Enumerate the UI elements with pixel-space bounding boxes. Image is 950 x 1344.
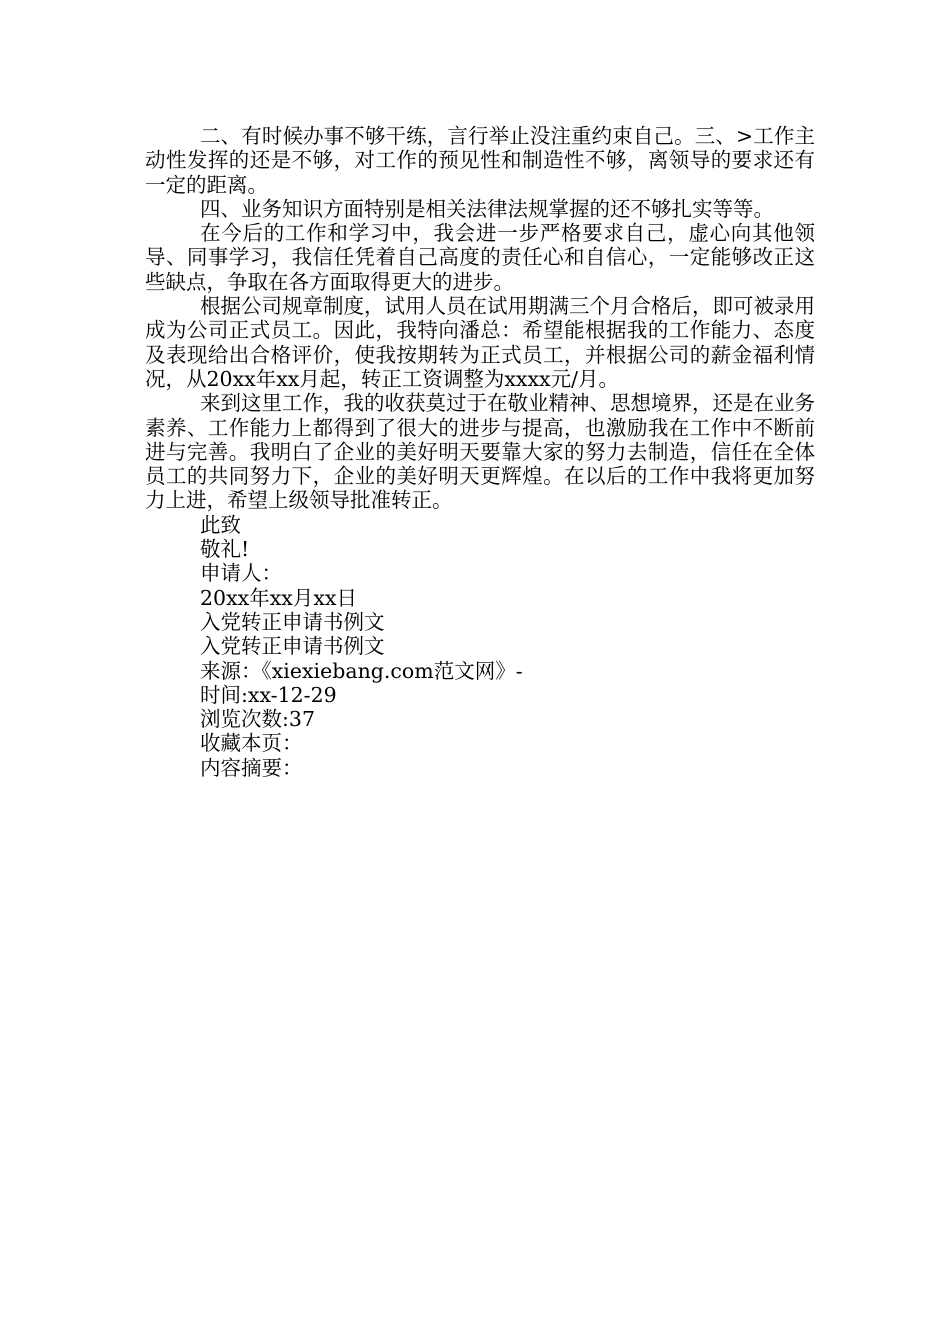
paragraph-shortcomings: 二、有时候办事不够干练，言行举止没注重约束自己。三、>工作主动性发挥的还是不够，对工作的预见性和制造性不够，离领导的要求还有一定的距离。 (145, 124, 815, 197)
closing-salute: 敬礼! (200, 537, 250, 562)
closing-greeting: 此致 (200, 512, 241, 537)
paragraph-business-knowledge: 四、业务知识方面特别是相关法律法规掌握的还不够扎实等等。 (200, 196, 774, 221)
footer-time: 时间:xx-12-29 (200, 682, 337, 707)
footer-bookmark: 收藏本页： (200, 731, 303, 756)
footer-source: 来源：《xiexiebang.com范文网》- (200, 658, 523, 683)
date-line: 20xx年xx月xx日 (200, 585, 357, 610)
applicant-label: 申请人： (200, 561, 282, 586)
footer-summary: 内容摘要： (200, 755, 303, 780)
paragraph-regularization-request: 根据公司规章制度，试用人员在试用期满三个月合格后，即可被录用成为公司正式员工。因此，我特向潘总：希望能根据我的工作能力、态度及表现给出合格评价，使我按期转为正式员工，并根据公司的薪金福利情况，从20xx年xx月起，转正工资调整为xxxx元/月。 (145, 294, 815, 391)
paragraph-gains: 来到这里工作，我的收获莫过于在敬业精神、思想境界，还是在业务素养、工作能力上都得到了很大的进步与提高，也激励我在工作中不断前进与完善。我明白了企业的美好明天要靠大家的努力去制造，信任在全体员工的共同努力下，企业的美好明天更辉煌。在以后的工作中我将更加努力上进，希望上级领导批准转正。 (145, 391, 815, 513)
document-body (145, 124, 815, 780)
footer-title-1: 入党转正申请书例文 (200, 609, 385, 634)
footer-title-2: 入党转正申请书例文 (200, 634, 385, 659)
paragraph-future-plan: 在今后的工作和学习中，我会进一步严格要求自己，虚心向其他领导、同事学习，我信任凭着自己高度的责任心和自信心，一定能够改正这些缺点，争取在各方面取得更大的进步。 (145, 221, 815, 294)
footer-views: 浏览次数:37 (200, 707, 315, 732)
